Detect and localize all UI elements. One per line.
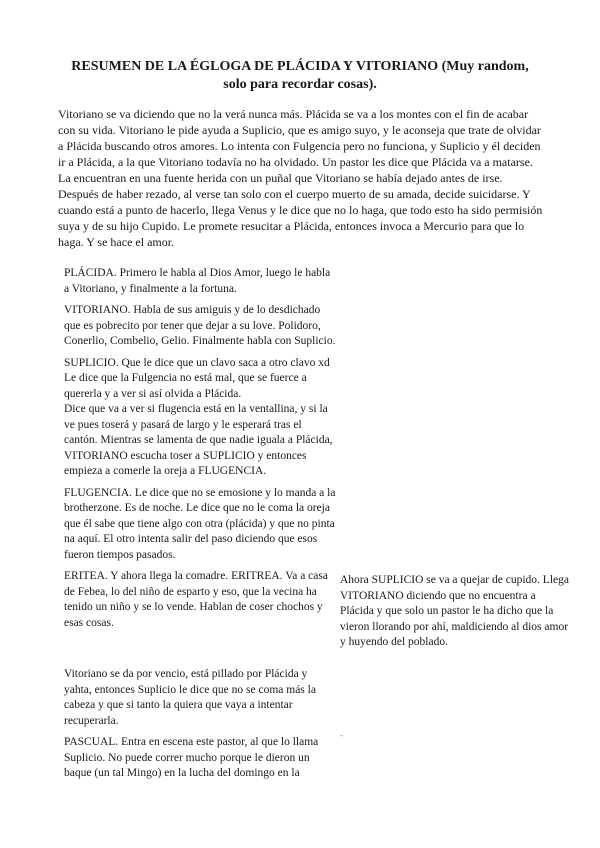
scene-list <box>64 266 336 637</box>
title-line-1: RESUMEN DE LA ÉGLOGA DE PLÁCIDA Y VITORIANO (Muy random, <box>71 59 529 74</box>
scene-eritea: ERITEA. Y ahora llega la comadre. ERITREA. Va a casa de Febea, lo del niño de esparto y eso, que la vecina ha tenido un niño y se lo vende. Hablan de coser chochos y esas cosas. <box>64 570 328 629</box>
scene-placida: PLÁCIDA. Primero le habla al Dios Amor, luego le habla a Vitoriano, y finalmente a la fortuna. <box>64 267 331 295</box>
lower-scene-list <box>64 667 336 788</box>
document-title <box>60 58 540 94</box>
scene-pascual: PASCUAL. Entra en escena este pastor, al que lo llama Suplicio. No puede correr mucho porque le dieron un baque (un tal Mingo) en la lucha del domingo en la <box>64 736 319 779</box>
scene-suplicio: SUPLICIO. Que le dice que un clavo saca a otro clavo xd Le dice que la Fulgencia no está mal, que se fuerce a quererla y a ver si así olvida a Plácida. Dice que va a ver si flugencia está en la ventallina, y si la ve pues toserá y pasará de largo y le esperará tras el cantón. Mientras se lamenta de que nadie iguala a Plácida, VITORIANO escucha toser a SUPLICIO y entonces empieza a comerle la oreja a FLUGENCIA. <box>64 356 333 477</box>
stray-mark: - <box>340 730 343 740</box>
side-note: Ahora SUPLICIO se va a quejar de cupido. Llega VITORIANO diciendo que no encuentra a Plácida y que solo un pastor le ha dicho que la vieron llorando por ahí, maldiciendo al dios amor y huyendo del poblado. <box>340 574 569 648</box>
scene-flugencia: FLUGENCIA. Le dice que no se emosione y lo manda a la brotherzone. Es de noche. Le dice que no le coma la oreja que él sabe que tiene algo con otra (plácida) y que no pinta na aquí. El otro intenta salir del paso diciendo que esos fueron tiempos pasados. <box>64 486 336 561</box>
intro-paragraph: Vitoriano se va diciendo que no la verá nunca más. Plácida se va a los montes con el fin de acabar con su vida. Vitoriano le pide ayuda a Suplicio, que es amigo suyo, y le aconseja que trate de olvidar a Plácida buscando otros amores. Lo intenta con Fulgencia pero no funciona, y Suplicio y él deciden ir a Plácida, a la que Vitoriano todavía no ha olvidado. Un pastor les dice que Plácida va a matarse. La encuentran en una fuente herida con un puñal que Vitoriano se había dejado antes de irse. Después de haber rezado, al verse tan solo con el cuerpo muerto de su amada, decide suicidarse. Y cuando está a punto de hacerlo, llega Venus y le dice que no lo haga, que todo esto ha sido permisión suya y de su hijo Cupido. Le promete resucitar a Plácida, entonces invoca a Mercurio para que lo haga. Y se hace el amor. <box>58 107 543 249</box>
title-line-2: solo para recordar cosas). <box>223 77 377 92</box>
scene-vitoriano-gives-up: Vitoriano se da por vencio, está pillado por Plácida y yahta, entonces Suplicio le dice que no se coma más la cabeza y que si tanto la quiera que vaya a intentar recuperarla. <box>64 668 316 727</box>
scene-vitoriano: VITORIANO. Habla de sus amiguis y de lo desdichado que es pobrecito por tener que dejar a su love. Polidoro, Conerlio, Combelio, Gelio. Finalmente habla con Suplicio. <box>64 304 336 347</box>
